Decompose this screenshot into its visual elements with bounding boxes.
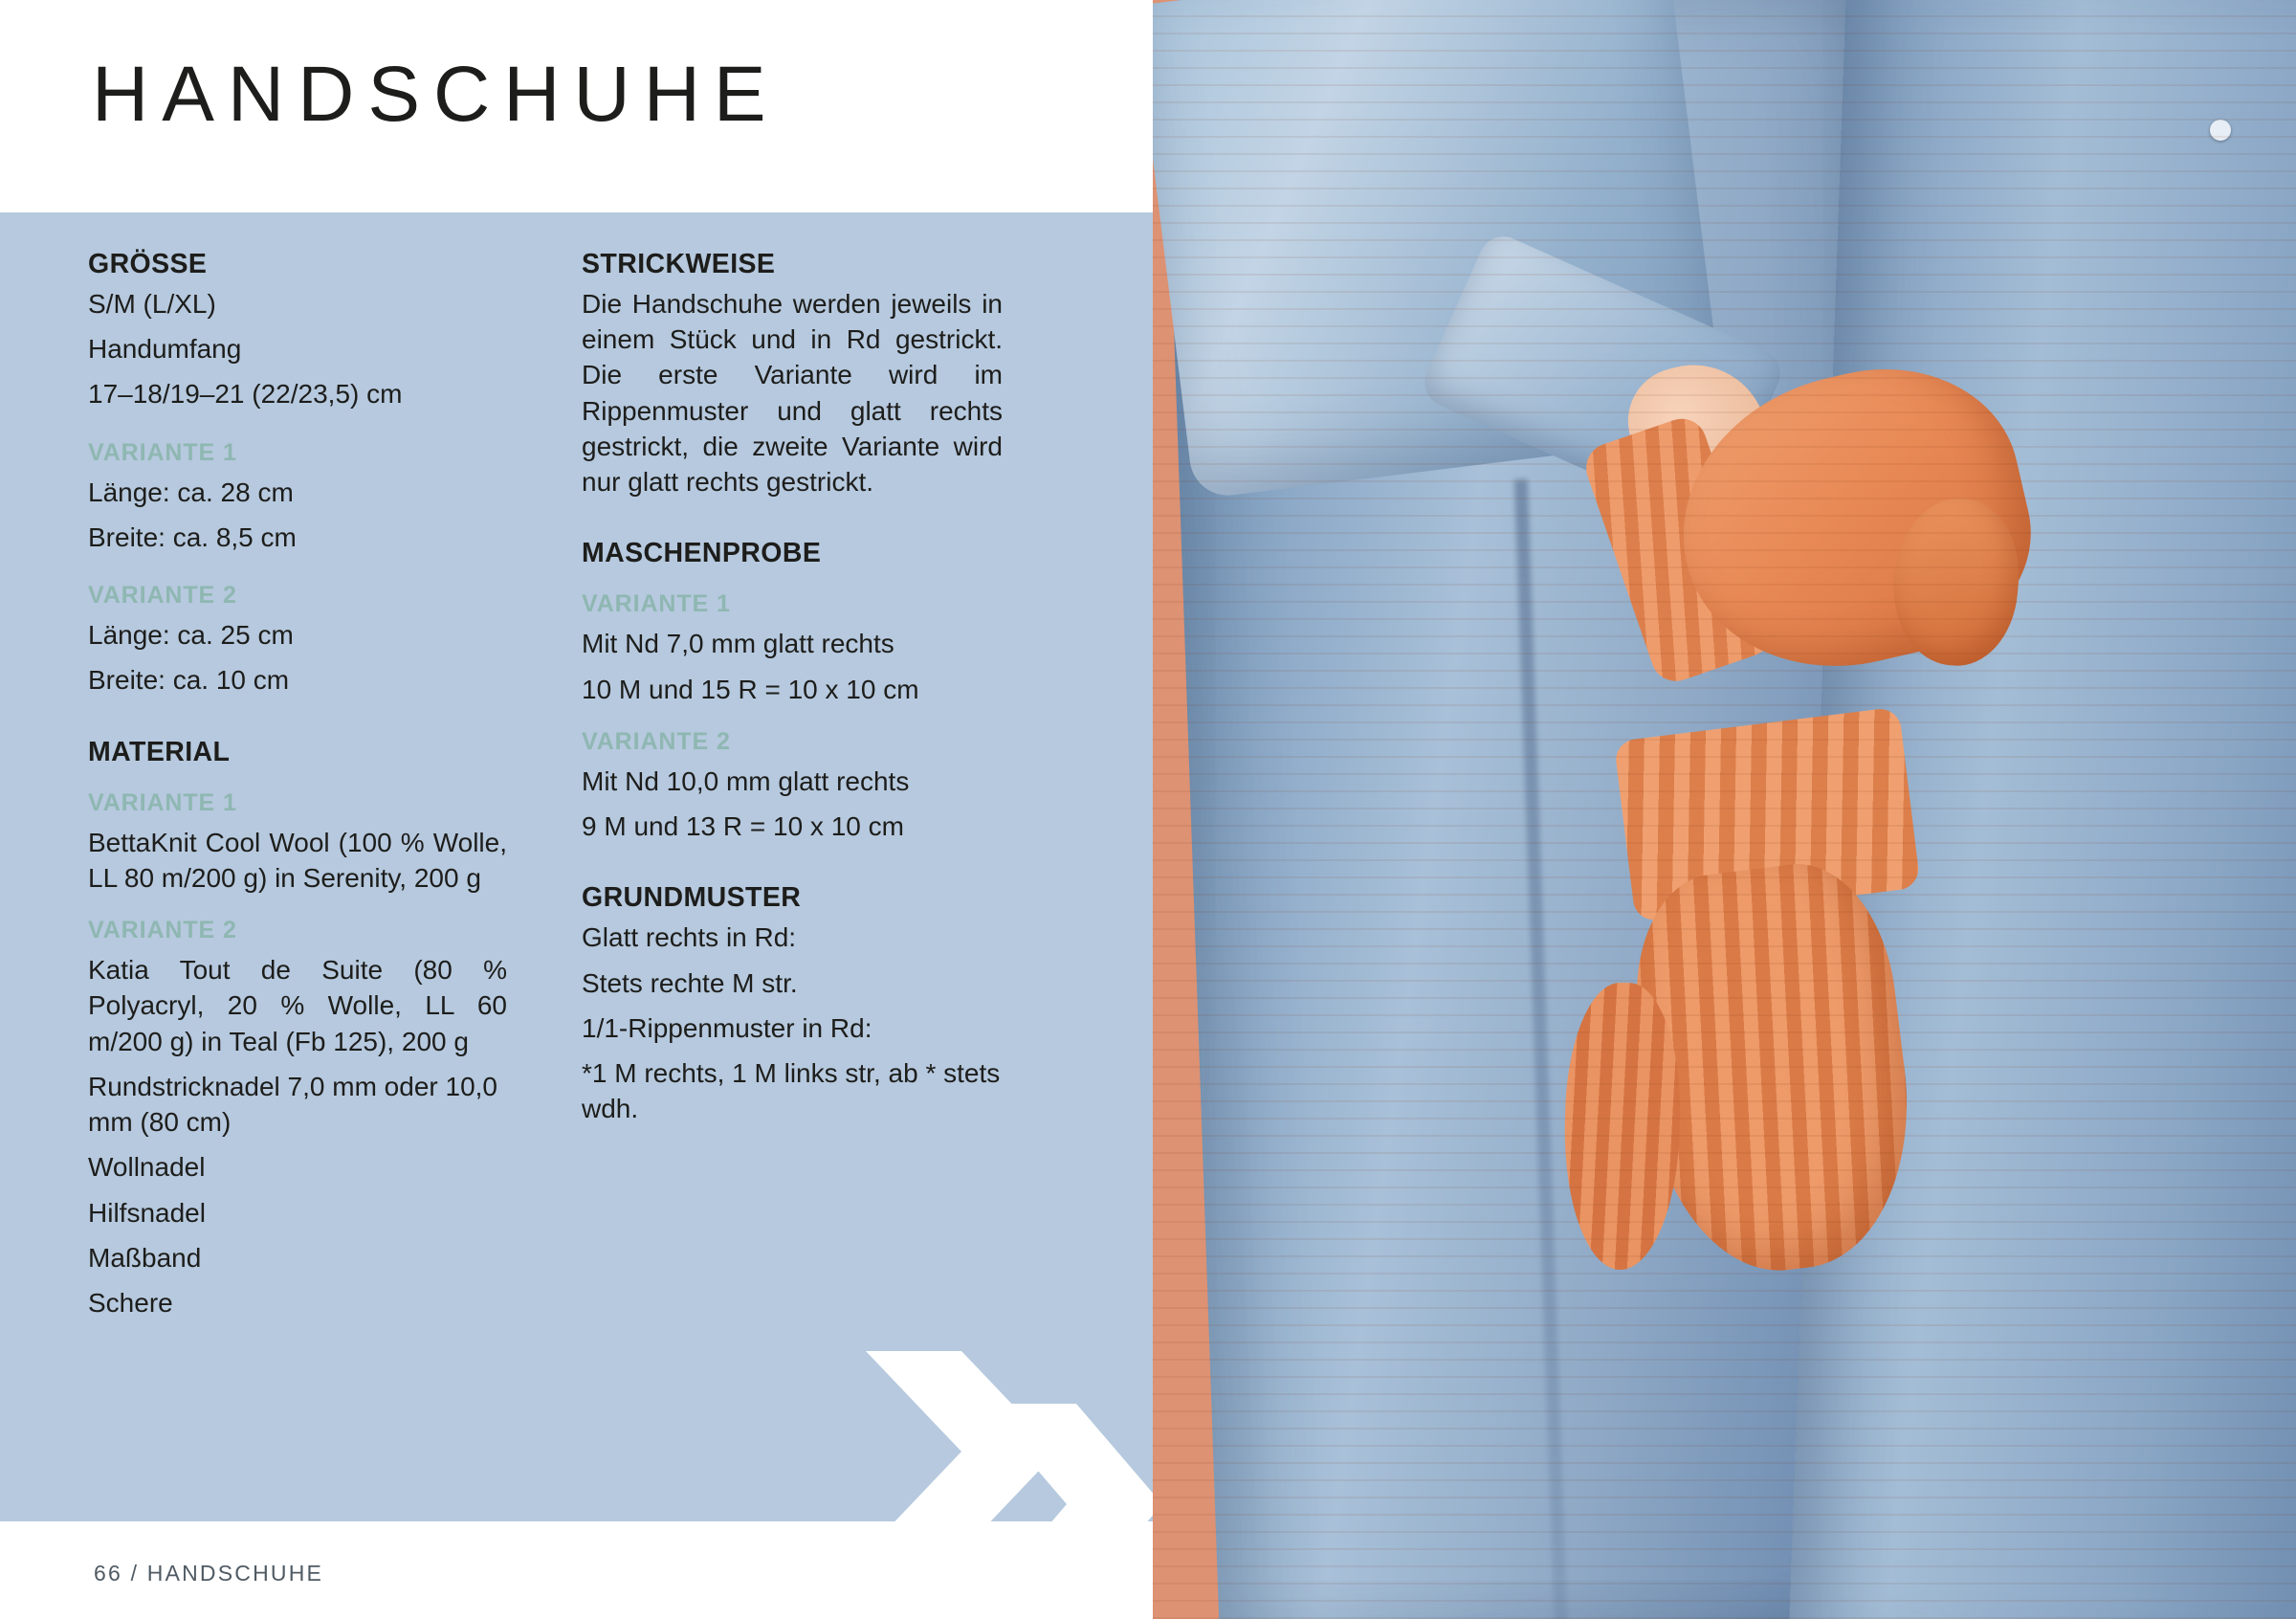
column-left [88, 249, 507, 1330]
denim-button [2210, 120, 2231, 141]
mitten-lower-thumb [1562, 982, 1682, 1271]
groesse-variante-2-laenge: Länge: ca. 25 cm [88, 620, 294, 651]
groesse-variante-2-breite: Breite: ca. 10 cm [88, 665, 290, 696]
groesse-line-1: S/M (L/XL) [88, 289, 216, 319]
grundmuster-line-4: *1 M rechts, 1 M links str, ab * stets wdh. [582, 1058, 1001, 1124]
material-variante-1-text: BettaKnit Cool Wool (100 % Wolle, LL 80 m/200 g) in Serenity, 200 g [88, 827, 507, 893]
groesse-line-2: Handumfang [88, 334, 242, 365]
maschenprobe-variante-2-line-1: Mit Nd 10,0 mm glatt rechts [582, 765, 910, 796]
page-title: HANDSCHUHE [92, 51, 780, 138]
heading-maschenprobe: MASCHENPROBE [582, 538, 822, 569]
heading-grundmuster: GRUNDMUSTER [582, 882, 802, 914]
material-variante-1-label: VARIANTE 1 [88, 788, 237, 816]
column-right [582, 249, 1003, 1137]
material-tool-4: Maßband [88, 1242, 202, 1273]
groesse-line-3: 17–18/19–21 (22/23,5) cm [88, 379, 403, 410]
material-tool-5: Schere [88, 1287, 173, 1318]
maschenprobe-variante-2-label: VARIANTE 2 [582, 727, 731, 755]
mitten-lower [1490, 702, 2011, 1365]
material-tool-2: Wollnadel [88, 1152, 206, 1183]
groesse-variante-1-laenge: Länge: ca. 28 cm [88, 477, 294, 507]
heading-groesse: GRÖSSE [88, 249, 208, 279]
content-columns [0, 249, 1153, 1474]
maschenprobe-variante-1-line-1: Mit Nd 7,0 mm glatt rechts [582, 629, 894, 659]
material-variante-2-text: Katia Tout de Suite (80 % Polyacryl, 20 % Wolle, LL 60 m/200 g) in Teal (Fb 125), 200 g [88, 955, 507, 1056]
material-variante-2-label: VARIANTE 2 [88, 917, 237, 944]
maschenprobe-variante-2-line-2: 9 M und 13 R = 10 x 10 cm [582, 811, 904, 842]
heading-material: MATERIAL [88, 736, 231, 767]
grundmuster-line-2: Stets rechte M str. [582, 967, 798, 998]
maschenprobe-variante-1-label: VARIANTE 1 [582, 590, 731, 618]
groesse-variante-1-breite: Breite: ca. 8,5 cm [88, 521, 297, 552]
page-footer: 66 / HANDSCHUHE [94, 1561, 324, 1586]
material-tool-1: Rundstricknadel 7,0 mm oder 10,0 mm (80 cm) [88, 1071, 497, 1138]
strickweise-text: Die Handschuhe werden jeweils in einem Stück und in Rd gestrickt. Die erste Variante wird im Rippenmuster und glatt rechts gestrickt, die zweite Variante wird nur glatt rechts gestrickt. [582, 289, 1003, 498]
material-tool-3: Hilfsnadel [88, 1197, 206, 1228]
groesse-variante-2-label: VARIANTE 2 [88, 582, 237, 610]
heading-strickweise: STRICKWEISE [582, 249, 776, 279]
photo-page [1153, 0, 2296, 1619]
grundmuster-line-1: Glatt rechts in Rd: [582, 922, 797, 953]
maschenprobe-variante-1-line-2: 10 M und 15 R = 10 x 10 cm [582, 674, 919, 704]
groesse-variante-1-label: VARIANTE 1 [88, 438, 237, 466]
grundmuster-line-3: 1/1-Rippenmuster in Rd: [582, 1012, 872, 1043]
